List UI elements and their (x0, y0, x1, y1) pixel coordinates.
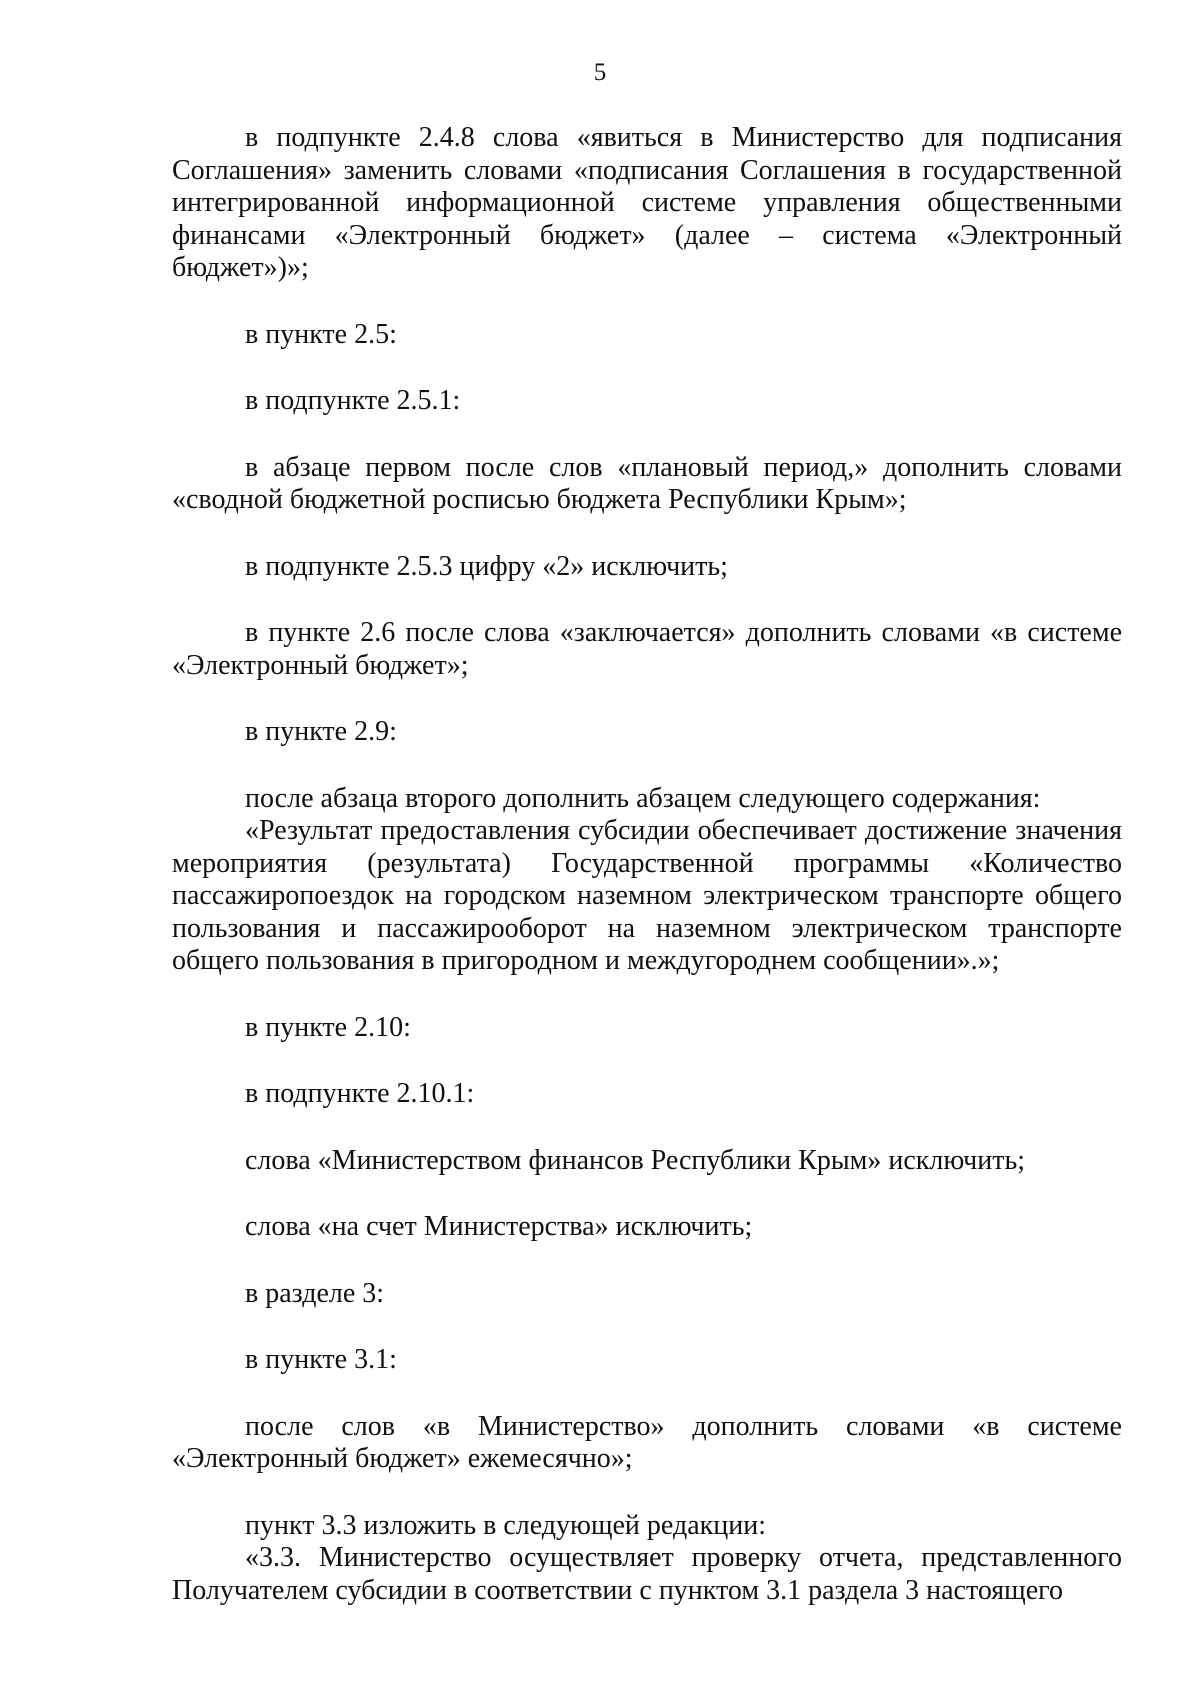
paragraph-account-words: слова «на счет Министерства» исключить; (245, 1211, 753, 1242)
paragraph-point-2-9: в пункте 2.9: (245, 716, 397, 747)
paragraph-result-quote: «Результат предоставления субсидии обеспечивает достижение значения мероприятия (результата) Государственной программы «Количество пассажиропоездок на городском наземном электрическом транспорте общего пользования и пассажирооборот на наземном электрическом транспорте общего пользования в пригородном и междугороднем сообщении».»; (172, 815, 1122, 976)
paragraph-point-3-1: в пункте 3.1: (245, 1344, 397, 1375)
paragraph-subpoint-2-5-3: в подпункте 2.5.3 цифру «2» исключить; (245, 550, 728, 582)
paragraph-point-2-10: в пункте 2.10: (245, 1011, 411, 1043)
paragraph-3-3-quote: «3.3. Министерство осуществляет проверку отчета, представленного Получателем субсидии в соответствии с пунктом 3.1 раздела 3 настоящего (172, 1542, 1122, 1606)
paragraph-section-3: в разделе 3: (245, 1277, 385, 1309)
paragraph-point-2-6: в пункте 2.6 после слова «заключается» дополнить словами «в системе «Электронный бюджет»; (172, 617, 1122, 681)
paragraph-subpoint-2-5-1: в подпункте 2.5.1: (245, 385, 461, 416)
paragraph-minfin-words: слова «Министерством финансов Республики Крым» исключить; (245, 1144, 1026, 1176)
paragraph-subpoint-2-10-1: в подпункте 2.10.1: (245, 1078, 475, 1109)
paragraph-point-2-5: в пункте 2.5: (245, 318, 397, 350)
paragraph-ministry-words: после слов «в Министерство» дополнить словами «в системе «Электронный бюджет» ежемесячно»; (172, 1410, 1122, 1474)
paragraph-2-4-8: в подпункте 2.4.8 слова «явиться в Министерство для подписания Соглашения» заменить словами «подписания Соглашения в государственной интегрированной информационной системе управления общественными финансами «Электронный бюджет» (далее – система «Электронный бюджет»)»; (172, 122, 1122, 283)
paragraph-add-abzac: после абзаца второго дополнить абзацем следующего содержания: (245, 782, 1041, 814)
paragraph-point-3-3: пункт 3.3 изложить в следующей редакции: (245, 1509, 766, 1541)
paragraph-first-abzac: в абзаце первом после слов «плановый период,» дополнить словами «сводной бюджетной росписью бюджета Республики Крым»; (172, 451, 1122, 515)
page-number: 5 (593, 59, 607, 86)
document-body (172, 122, 1122, 1607)
